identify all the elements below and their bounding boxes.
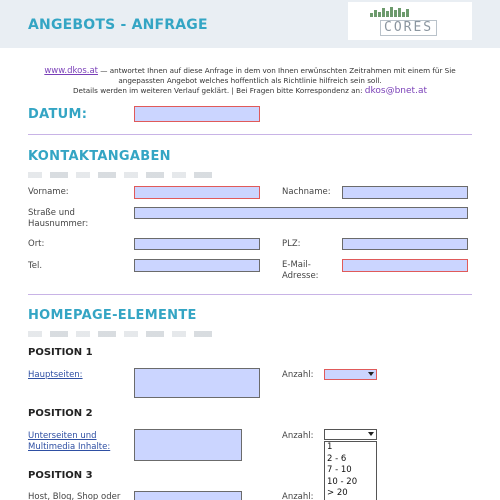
logo-text: CORES xyxy=(380,20,437,36)
hauptseiten-textarea[interactable] xyxy=(134,368,260,398)
ort-input[interactable] xyxy=(134,238,260,250)
dropdown-option[interactable]: 10 - 20 xyxy=(327,476,358,487)
plz-input[interactable] xyxy=(342,238,468,250)
hauptseiten-label[interactable]: Hauptseiten: xyxy=(28,370,83,380)
email-label: E-Mail-Adresse: xyxy=(282,260,319,281)
dropdown-option[interactable]: 2 - 6 xyxy=(327,453,347,464)
position-3-title: POSITION 3 xyxy=(28,470,93,481)
plz-label: PLZ: xyxy=(282,239,301,249)
chevron-down-icon xyxy=(368,432,374,436)
anzahl-label: Anzahl: xyxy=(282,431,314,441)
intro-line-3: Details werden im weiteren Verlauf geklärt. | Bei Fragen bitte Korrespondenz an: xyxy=(73,86,365,95)
intro-line-1: — antwortet Ihnen auf diese Anfrage in dem von Ihnen erwünschten Zeitrahmen mit einem für Sie xyxy=(98,66,456,75)
dropdown-option[interactable]: > 20 xyxy=(327,488,348,498)
header-bar xyxy=(0,0,500,48)
host-textarea[interactable] xyxy=(134,491,242,500)
kontakt-title: KONTAKTANGABEN xyxy=(28,149,171,164)
dropdown-option[interactable]: 7 - 10 xyxy=(327,465,352,475)
anzahl-select-1[interactable] xyxy=(324,369,377,380)
anzahl-select-2[interactable] xyxy=(324,429,377,440)
intro-text xyxy=(20,66,480,96)
tel-input[interactable] xyxy=(134,259,260,272)
section-underline xyxy=(28,172,213,178)
host-blog-shop-label: Host, Blog, Shop oder xyxy=(28,492,121,500)
chevron-down-icon xyxy=(368,372,374,376)
email-input[interactable] xyxy=(342,259,468,272)
page-title: ANGEBOTS - ANFRAGE xyxy=(28,17,208,33)
vorname-input[interactable] xyxy=(134,186,260,199)
contact-email[interactable]: dkos@bnet.at xyxy=(364,86,427,96)
divider xyxy=(28,134,472,135)
anzahl-label: Anzahl: xyxy=(282,492,314,500)
dropdown-option[interactable]: 1 xyxy=(327,442,333,452)
intro-line-2: angepassten Angebot welches hoffentlich als Richtlinie hilfreich sein soll. xyxy=(118,76,382,85)
section-underline xyxy=(28,331,213,337)
unterseiten-textarea[interactable] xyxy=(134,429,242,461)
logo-bars-icon xyxy=(370,7,410,17)
nachname-label: Nachname: xyxy=(282,187,331,197)
position-2-title: POSITION 2 xyxy=(28,408,93,419)
divider xyxy=(28,294,472,295)
homepage-title: HOMEPAGE-ELEMENTE xyxy=(28,308,197,323)
website-link[interactable]: www.dkos.at xyxy=(44,66,98,76)
strasse-input[interactable] xyxy=(134,207,468,219)
nachname-input[interactable] xyxy=(342,186,468,199)
vorname-label: Vorname: xyxy=(28,187,69,197)
anzahl-label: Anzahl: xyxy=(282,370,314,380)
anzahl-dropdown-list[interactable] xyxy=(324,441,377,500)
unterseiten-label[interactable]: Unterseiten und Multimedia Inhalte: xyxy=(28,431,111,452)
datum-title: DATUM: xyxy=(28,107,88,122)
company-logo xyxy=(348,2,472,40)
position-1-title: POSITION 1 xyxy=(28,347,93,358)
tel-label: Tel. xyxy=(28,261,43,271)
ort-label: Ort: xyxy=(28,239,45,249)
datum-input[interactable] xyxy=(134,106,260,122)
strasse-label: Straße und Hausnummer: xyxy=(28,208,89,229)
